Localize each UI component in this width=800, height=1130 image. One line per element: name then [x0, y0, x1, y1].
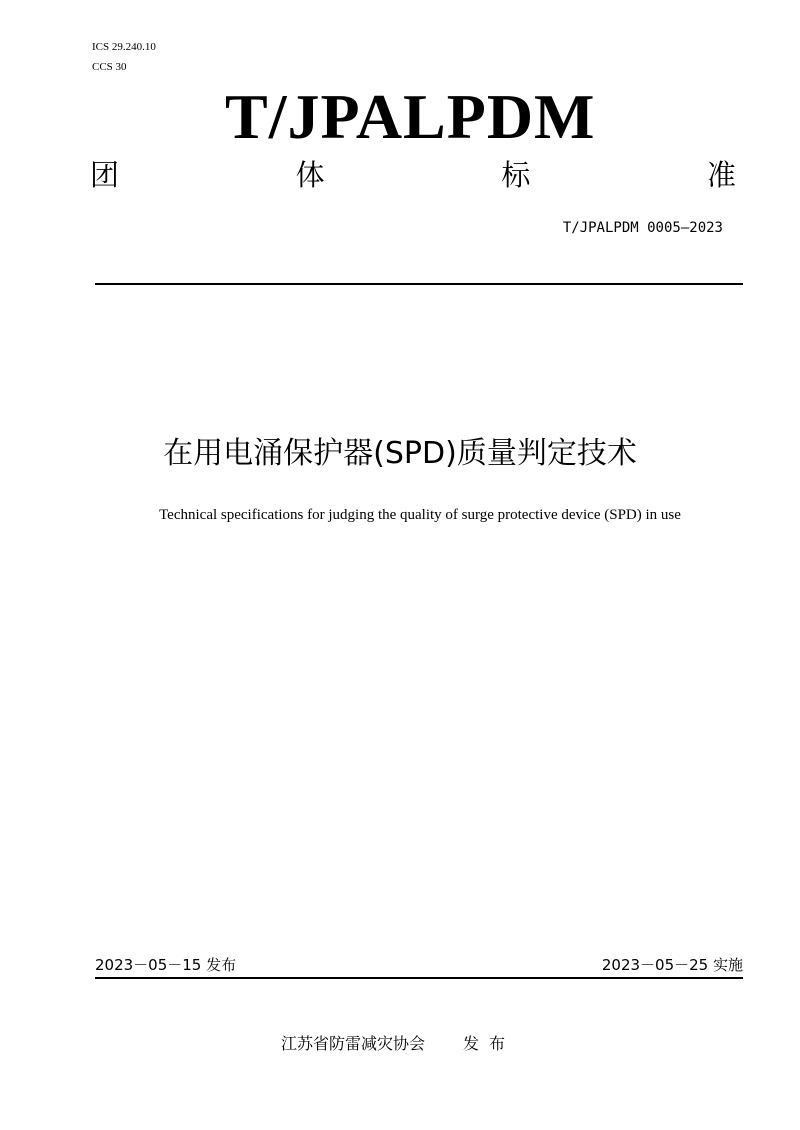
bottom-divider [95, 977, 743, 979]
standard-number: T/JPALPDM 0005—2023 [562, 220, 723, 236]
standard-logo: T/JPALPDM [225, 81, 596, 152]
publisher-name: 江苏省防雷减灾协会 [281, 1034, 426, 1053]
ccs-code: CCS 30 [92, 61, 127, 73]
standard-type-row [90, 155, 736, 195]
type-char-4: 准 [706, 158, 736, 192]
publisher-line [281, 1033, 515, 1055]
title-english: Technical specifications for judging the quality of surge protective device (SPD) in use [159, 507, 681, 523]
publish-word: 发布 [463, 1034, 516, 1053]
type-char-3: 标 [501, 158, 531, 192]
issue-date: 2023－05－15 发布 [95, 956, 237, 974]
ics-code: ICS 29.240.10 [92, 41, 156, 53]
top-divider [95, 283, 743, 285]
type-char-2: 体 [295, 158, 325, 192]
title-chinese: 在用电涌保护器(SPD)质量判定技术 [163, 436, 637, 471]
effective-date: 2023－05－25 实施 [601, 956, 743, 974]
type-char-1: 团 [90, 158, 120, 192]
